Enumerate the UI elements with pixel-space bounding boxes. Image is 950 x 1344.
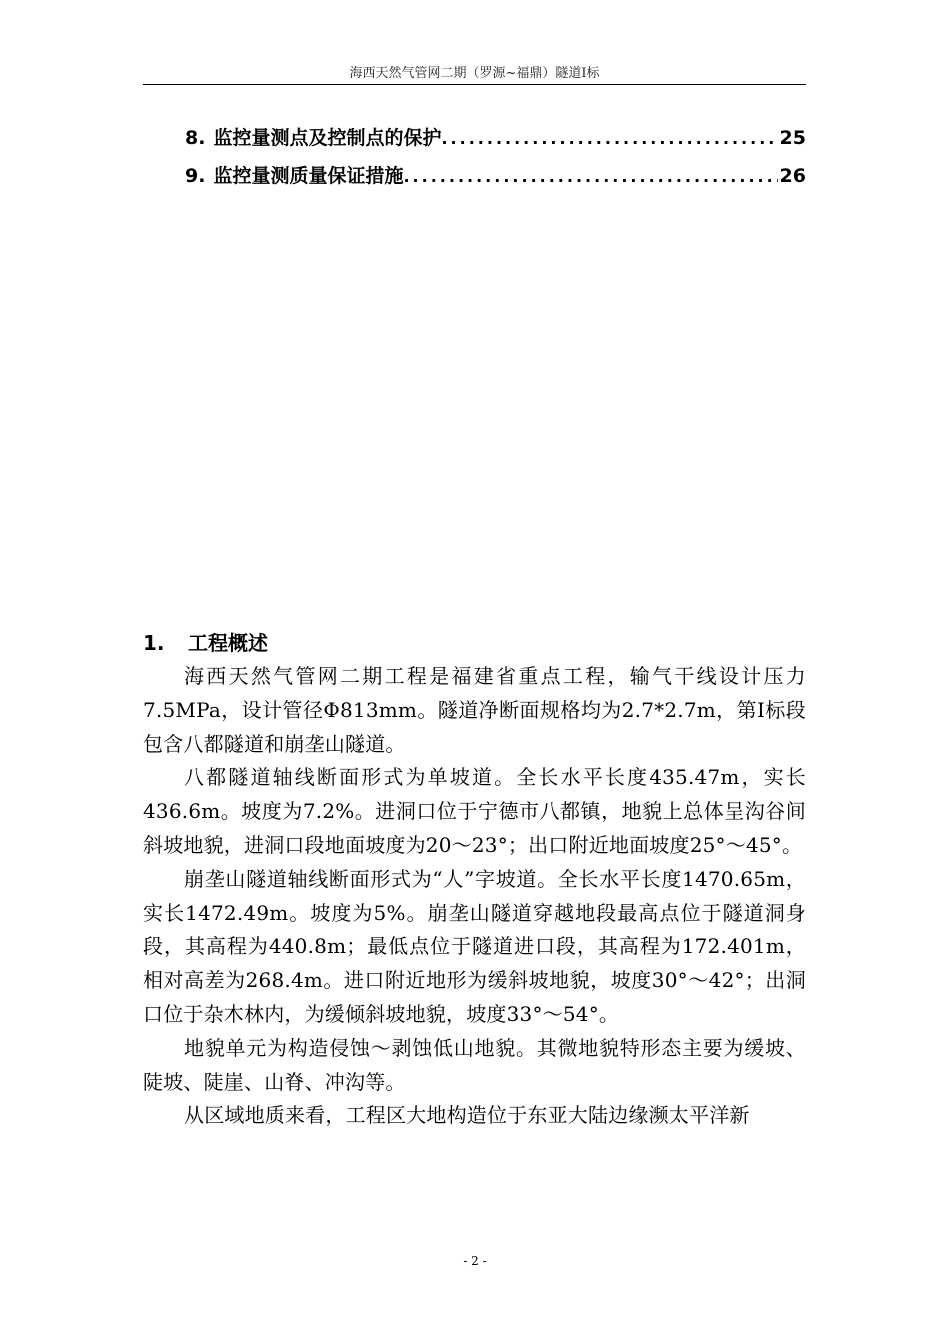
paragraph: 从区域地质来看，工程区大地构造位于东亚大陆边缘濒太平洋新 bbox=[184, 1103, 750, 1128]
toc-entry-number: 9. bbox=[185, 165, 206, 187]
paragraph: 八都隧道轴线断面形式为单坡道。全长水平长度435.47m，实长436.6m。坡度为7.2%。进洞口位于宁德市八都镇，地貌上总体呈沟谷间斜坡地貌，进洞口段地面坡度为20～23°；出口附近地面坡度25°～45°。 bbox=[143, 765, 806, 857]
paragraph: 崩垄山隧道轴线断面形式为“人”字坡道。全长水平长度1470.65m，实长1472.49m。坡度为5%。崩垄山隧道穿越地段最高点位于隧道洞身段，其高程为440.8m；最低点位于隧道进口段，其高程为172.401m，相对高差为268.4m。进口附近地形为缓斜坡地貌，坡度30°～42°；出洞口位于杂木林内，为缓倾斜坡地貌，坡度33°～54°。 bbox=[143, 866, 806, 1026]
toc-entry-title: 监控量测点及控制点的保护 bbox=[213, 127, 442, 149]
header-rule bbox=[143, 84, 806, 85]
toc-entry[interactable] bbox=[185, 161, 806, 199]
toc-entry-page: 25 bbox=[779, 127, 806, 149]
paragraph: 地貌单元为构造侵蚀～剥蚀低山地貌。其微地貌特形态主要为缓坡、陡坡、陡崖、山脊、冲沟等。 bbox=[143, 1035, 806, 1094]
section-number: 1. bbox=[143, 631, 165, 655]
toc-entry[interactable] bbox=[185, 123, 806, 161]
page-number: - 2 - bbox=[463, 1254, 487, 1268]
toc-dot-leader bbox=[441, 129, 777, 148]
running-header: 海西天然气管网二期（罗源~福鼎）隧道Ⅰ标 bbox=[349, 66, 600, 81]
toc-entry-title: 监控量测质量保证措施 bbox=[213, 165, 404, 187]
toc-entry-number: 8. bbox=[185, 127, 206, 149]
toc-entry-page: 26 bbox=[779, 165, 806, 187]
section-title: 工程概述 bbox=[188, 631, 268, 655]
toc-dot-leader bbox=[403, 167, 777, 186]
section-heading bbox=[143, 627, 268, 656]
paragraph: 海西天然气管网二期工程是福建省重点工程，输气干线设计压力7.5MPa，设计管径Φ813mm。隧道净断面规格均为2.7*2.7m，第Ⅰ标段包含八都隧道和崩垄山隧道。 bbox=[143, 664, 806, 756]
body-text bbox=[143, 660, 806, 1133]
table-of-contents bbox=[185, 123, 806, 199]
